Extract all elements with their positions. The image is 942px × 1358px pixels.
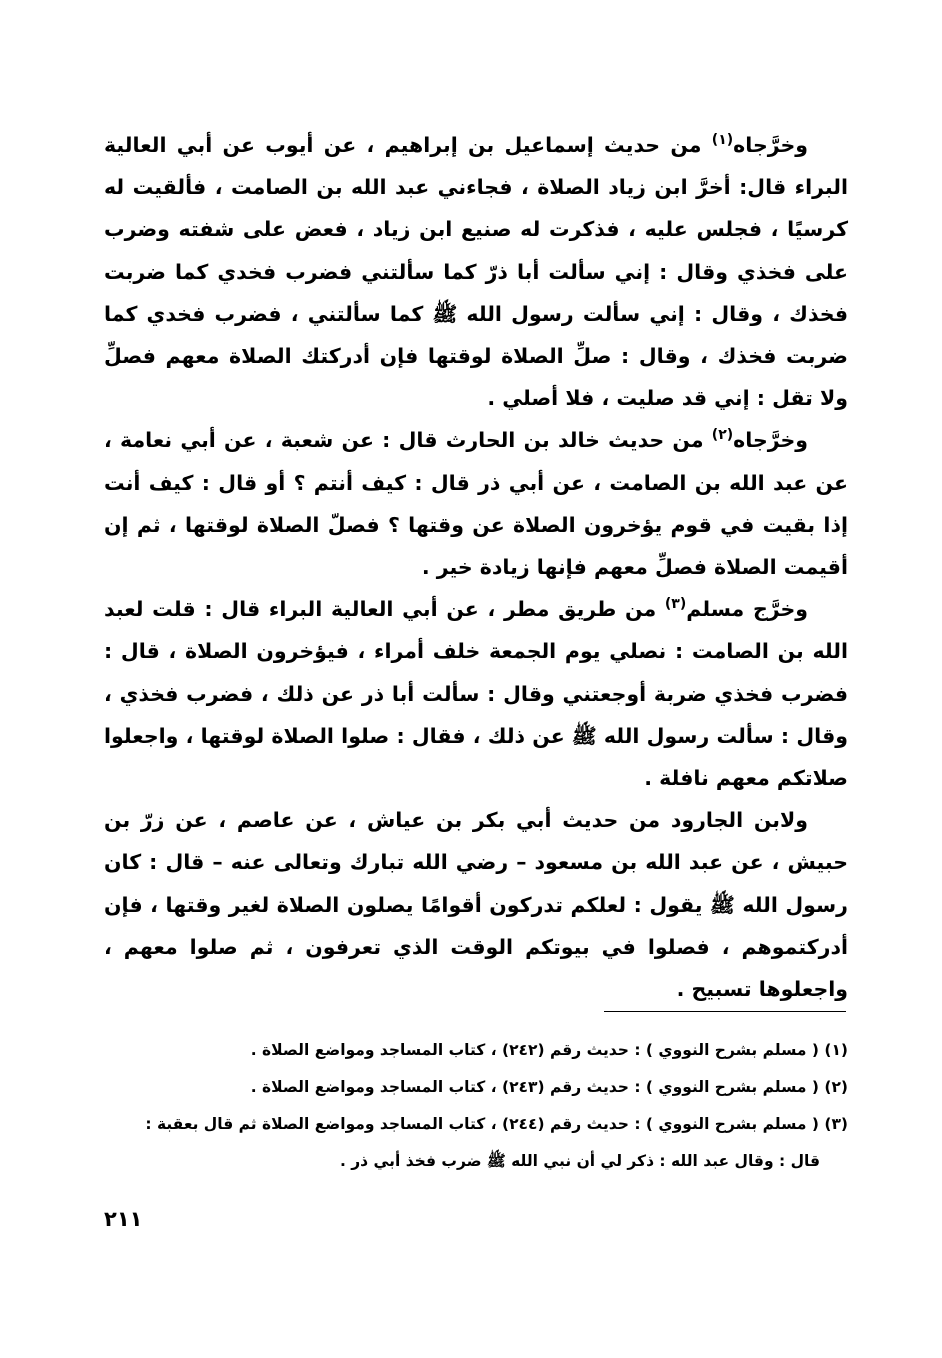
paragraph-3-start: وخرَّج مسلم [686,597,808,622]
footnote-1: (١) ( مسلم بشرح النووي ) : حديث رقم (٢٤٢) ، كتاب المساجد ومواضع الصلاة . [250,1041,848,1059]
paragraph-2-rest: من حديث خالد بن الحارث قال : عن شعبة ، عن أبي نعامة ، عن عبد الله بن الصامت ، عن أبي ذر قال : كيف أنتم ؟ أو قال : كيف أنت إذا بقيت في قوم يؤخرون الصلاة عن وقتها ؟ فصلّ الصلاة لوقتها ، ثم إن أقيمت الصلاة فصلِّ معهم فإنها زيادة خير . [104,428,848,580]
paragraph-4: ولابن الجارود من حديث أبي بكر بن عياش ، عن عاصم ، عن زرّ بن حبيش ، عن عبد الله بن مسعود – رضي الله تبارك وتعالى عنه – قال : كان رسول الله ﷺ يقول : لعلكم تدركون أقوامًا يصلون الصلاة لغير وقتها ، فإن أدركتموهم ، فصلوا في بيوتكم الوقت الذي تعرفون ، ثم صلوا معهم ، واجعلوها تسبيح . [104,808,848,1002]
footnote-2: (٢) ( مسلم بشرح النووي ) : حديث رقم (٢٤٣) ، كتاب المساجد ومواضع الصلاة . [250,1078,848,1096]
paragraph-3-rest: من طريق مطر ، عن أبي العالية البراء قال : قلت لعبد الله بن الصامت : نصلي يوم الجمعة خلف أمراء ، فيؤخرون الصلاة ، قال : فضرب فخذي ضربة أوجعتني وقال : سألت أبا ذر عن ذلك ، فضرب فخذي ، وقال : سألت رسول الله ﷺ عن ذلك ، فقال : صلوا الصلاة لوقتها ، واجعلوا صلاتكم معهم نافلة . [104,597,848,791]
page-number: ٢١١ [104,1207,143,1231]
paragraph-3 [104,588,848,799]
footnote-ref-1: (١) [711,132,734,149]
footnote-ref-3: (٣) [664,596,687,613]
footnote-ref-2: (٢) [711,427,734,444]
paragraph-2-start: وخرَّجاه [733,428,808,453]
paragraph-1-start: وخرَّجاه [733,133,808,157]
footnote-3: (٣) ( مسلم بشرح النووي ) : حديث رقم (٢٤٤) ، كتاب المساجد ومواضع الصلاة ثم قال بعقبة : [145,1115,848,1133]
footnote-3-continuation: قال : وقال عبد الله : ذكر لي أن نبي الله ﷺ ضرب فخذ أبي ذر . [339,1152,820,1170]
footnote-divider [604,1011,846,1012]
paragraph-1-rest: من حديث إسماعيل بن إبراهيم ، عن أيوب عن أبي العالية البراء قال: أخرَّ ابن زياد الصلاة ، فجاءني عبد الله بن الصامت ، فألقيت له كرسيًا ، فجلس عليه ، فذكرت له صنيع ابن زياد ، فعض على شفته وضرب على فخذي وقال : إني سألت أبا ذرّ كما سألتني فضرب فخدي كما ضربت فخذك ، وقال : إني سألت رسول الله ﷺ كما سألتني ، فضرب فخدي كما ضربت فخذك ، وقال : صلِّ الصلاة لوقتها فإن أدركتك الصلاة معهم فصلِّ ولا تقل : إني قد صليت ، فلا أصلي . [104,133,848,411]
paragraph-2 [104,419,848,588]
paragraph-1 [104,124,848,419]
main-text [104,124,848,1010]
footnotes [104,1032,848,1180]
